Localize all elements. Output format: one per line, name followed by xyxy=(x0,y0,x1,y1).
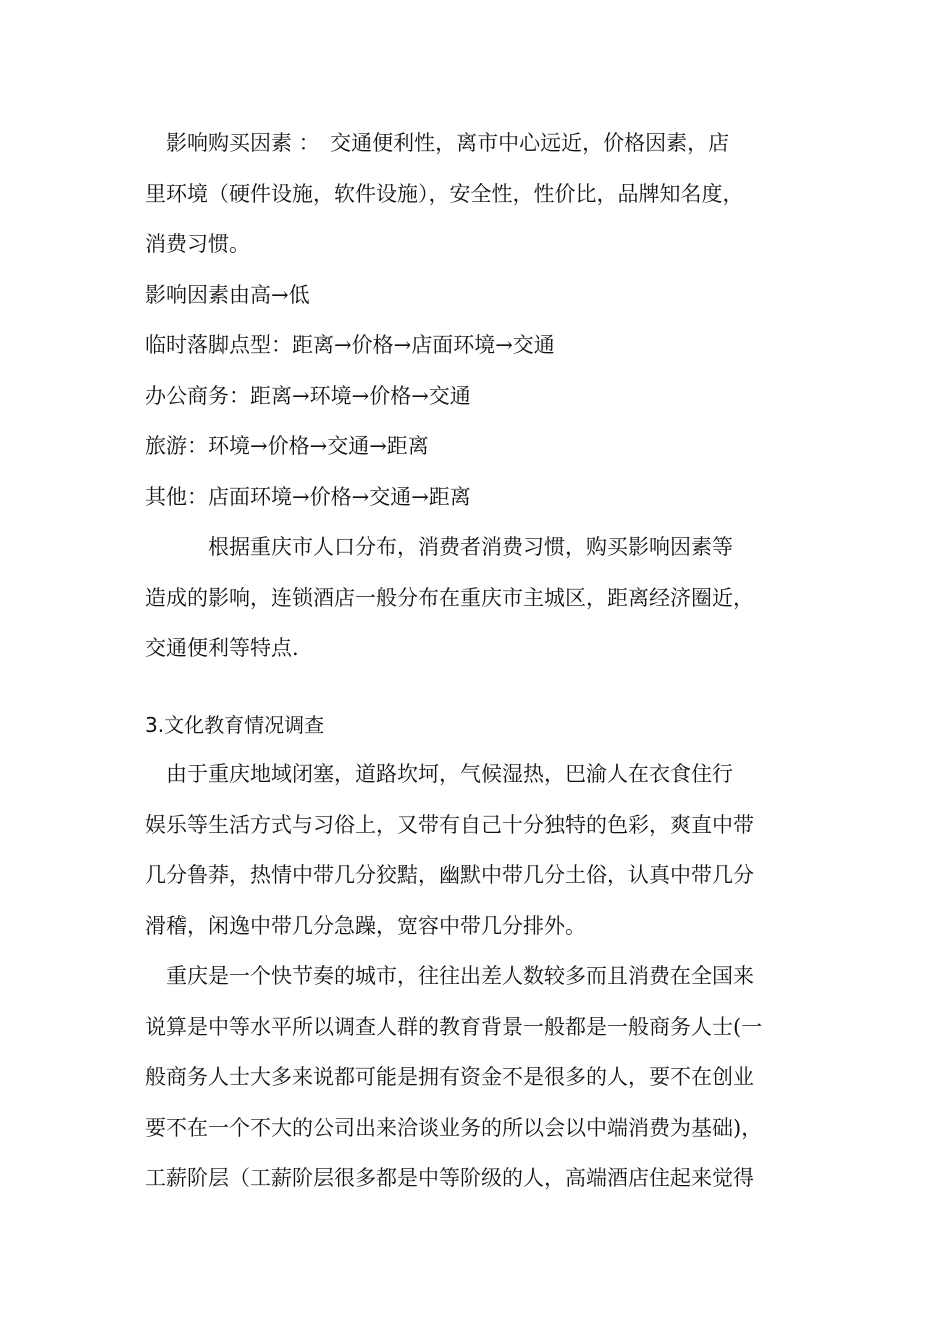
paragraph-purchase-factors-line-2: 里环境（硬件设施，软件设施），安全性，性价比，品牌知名度， xyxy=(145,182,744,206)
factor-order-title: 影响因素由高→低 xyxy=(145,283,310,307)
factor-order-business: 办公商务：距离→环境→价格→交通 xyxy=(145,384,471,408)
factor-order-tourism: 旅游：环境→价格→交通→距离 xyxy=(145,434,429,458)
paragraph-purchase-factors-line-3: 消费习惯。 xyxy=(145,232,250,256)
factor-order-other: 其他：店面环境→价格→交通→距离 xyxy=(145,485,471,509)
paragraph-culture-line-4: 滑稽，闲逸中带几分急躁，宽容中带几分排外。 xyxy=(145,914,586,938)
paragraph-education-line-5: 工薪阶层（工薪阶层很多都是中等阶级的人，高端酒店住起来觉得 xyxy=(145,1166,754,1190)
paragraph-culture-line-2: 娱乐等生活方式与习俗上，又带有自己十分独特的色彩，爽直中带 xyxy=(145,813,754,837)
paragraph-distribution-line-2: 造成的影响，连锁酒店一般分布在重庆市主城区，距离经济圈近， xyxy=(145,586,754,610)
paragraph-culture-line-3: 几分鲁莽，热情中带几分狡黠，幽默中带几分土俗，认真中带几分 xyxy=(145,863,754,887)
paragraph-culture-line-1: 由于重庆地域闭塞，道路坎坷，气候湿热，巴渝人在衣食住行 xyxy=(145,762,733,786)
paragraph-education-line-3: 般商务人士大多来说都可能是拥有资金不是很多的人，要不在创业 xyxy=(145,1065,754,1089)
paragraph-education-line-1: 重庆是一个快节奏的城市，往往出差人数较多而且消费在全国来 xyxy=(145,964,754,988)
paragraph-purchase-factors-line-1: 影响购买因素 ： 交通便利性，离市中心远近，价格因素，店 xyxy=(145,131,730,155)
paragraph-distribution-line-3: 交通便利等特点. xyxy=(145,636,299,660)
factor-order-temporary-stay: 临时落脚点型：距离→价格→店面环境→交通 xyxy=(145,333,555,357)
section-heading: 3.文化教育情况调查 xyxy=(145,713,325,737)
paragraph-education-line-2: 说算是中等水平所以调查人群的教育背景一般都是一般商务人士(一 xyxy=(145,1015,763,1039)
paragraph-distribution-line-1: 根据重庆市人口分布，消费者消费习惯，购买影响因素等 xyxy=(145,535,733,559)
paragraph-education-line-4: 要不在一个不大的公司出来洽谈业务的所以会以中端消费为基础)， xyxy=(145,1116,763,1140)
